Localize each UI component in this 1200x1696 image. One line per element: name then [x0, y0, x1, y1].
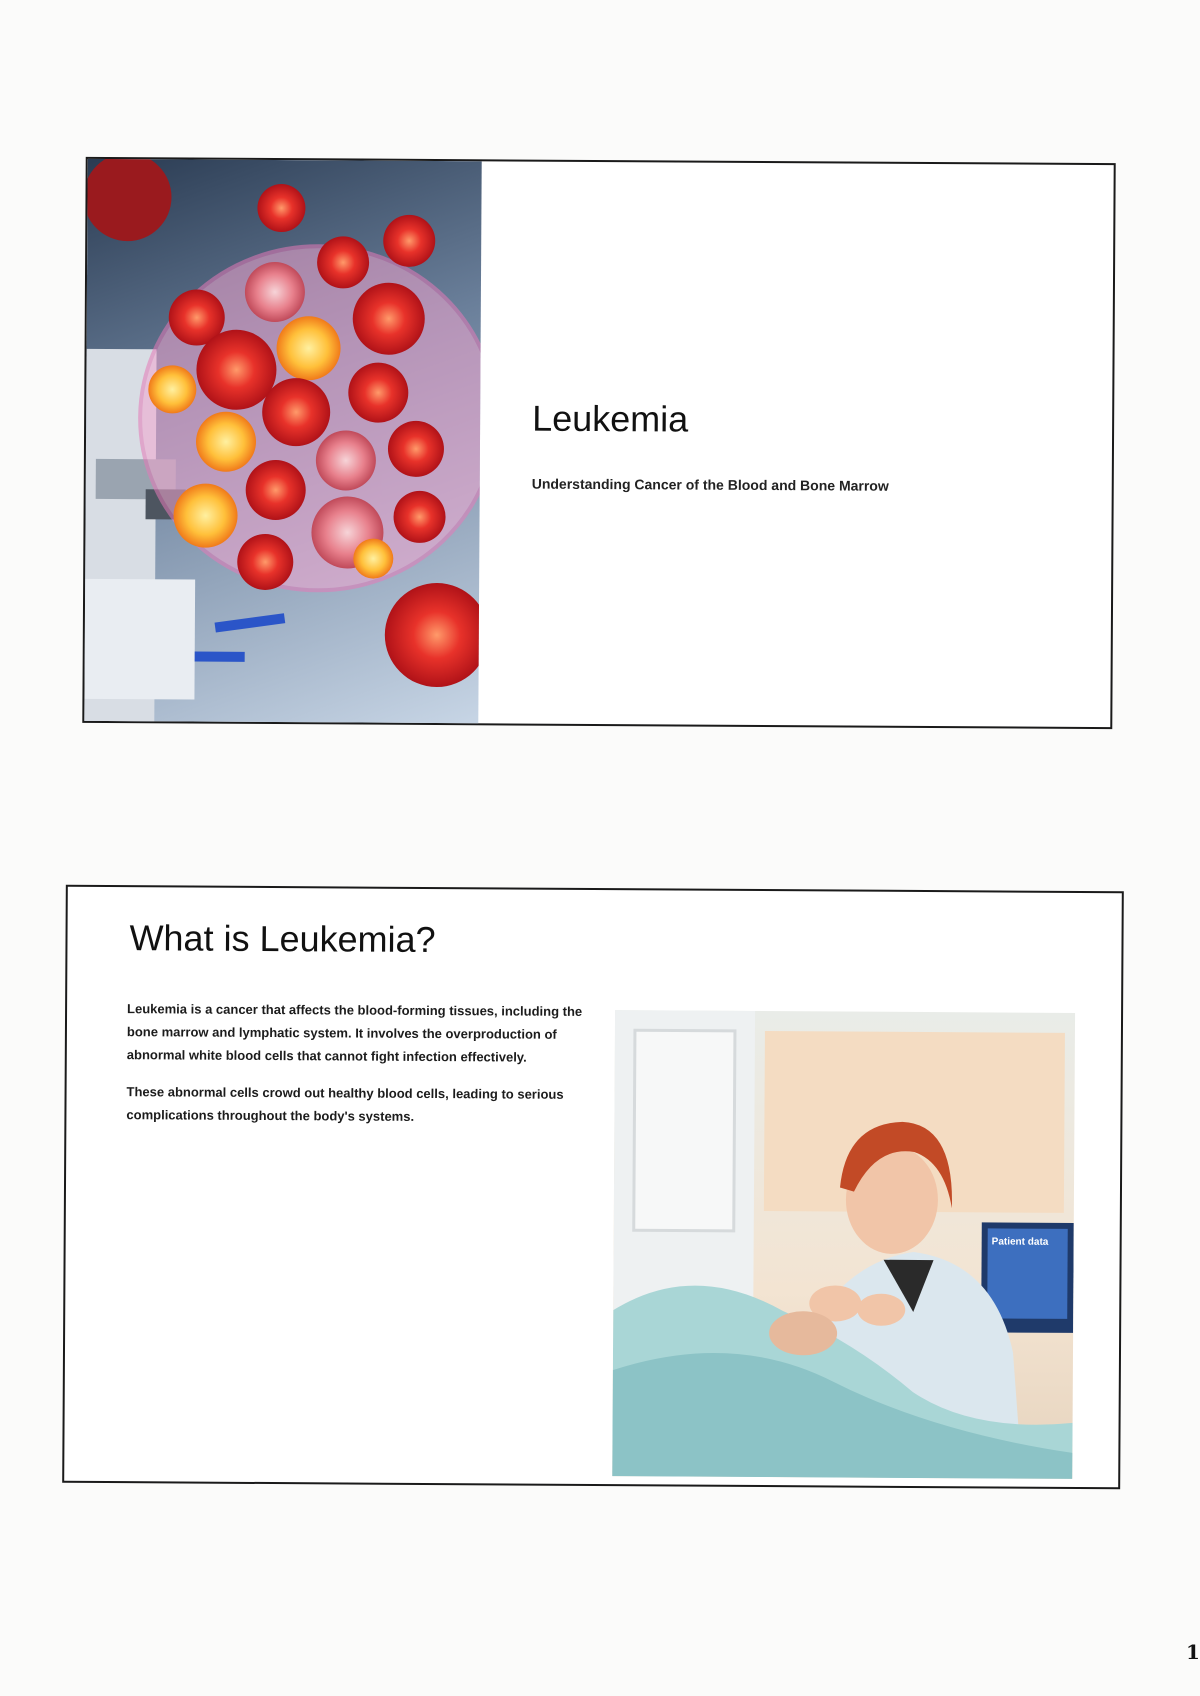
slide-body	[126, 997, 597, 1143]
blood-cells-illustration-icon	[84, 159, 481, 727]
slide-title: Leukemia	[532, 397, 689, 440]
monitor-label: Patient data	[991, 1236, 1049, 1248]
doctor-patient-image	[612, 1010, 1075, 1479]
title-slide	[82, 157, 1115, 729]
paragraph: Leukemia is a cancer that affects the blood-forming tissues, including the bone marrow and lymphatic system. It involves the overproduction of abnormal white blood cells that cannot fight infection effectively.	[126, 1001, 583, 1065]
slide-title: What is Leukemia?	[129, 917, 436, 961]
slide-subtitle: Understanding Cancer of the Blood and Bone Marrow	[531, 475, 889, 494]
content-slide	[62, 885, 1124, 1489]
paragraph: These abnormal cells crowd out healthy blood cells, leading to serious complications throughout the body's systems.	[126, 1084, 564, 1124]
page-number: 1	[1186, 1640, 1200, 1664]
blood-cells-image	[84, 159, 481, 727]
